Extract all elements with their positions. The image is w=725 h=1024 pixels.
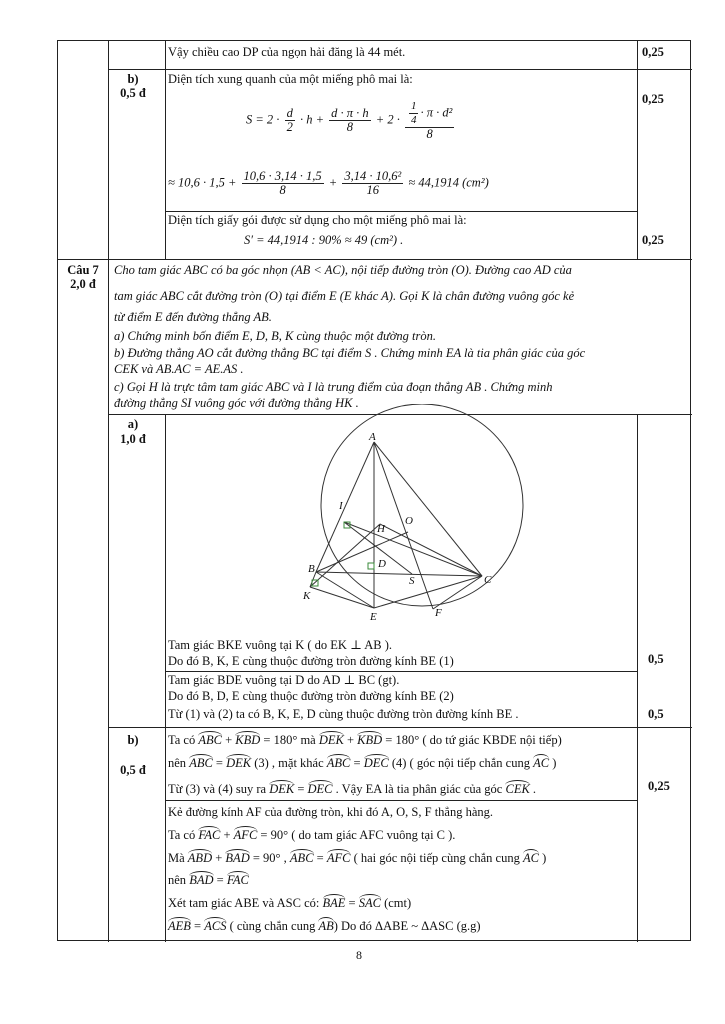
row1-score: 0,25	[642, 45, 664, 59]
part-a-line: Từ (1) và (2) ta có B, K, E, D cùng thuộc đường tròn đường kính BE .	[168, 707, 519, 721]
part-a-points: 1,0 đ	[120, 432, 146, 446]
row1-text: Vậy chiều cao DP của ngọn hải đăng là 44 mét.	[168, 45, 406, 59]
problem-line: b) Đường thẳng AO cắt đường thẳng BC tại điểm S . Chứng minh EA là tia phân giác của góc	[114, 346, 586, 360]
row2-label: b)	[127, 72, 139, 86]
part-b-label: b)	[127, 733, 139, 747]
cau7-points: 2,0 đ	[70, 277, 96, 291]
label-f: F	[435, 607, 442, 619]
part-a-line: Tam giác BDE vuông tại D do AD ⊥ BC (gt).	[168, 673, 400, 687]
row3-score: 0,25	[642, 233, 664, 247]
surface-area-approx: ≈ 10,6 · 1,5 + $\frac{10,6 \cdot 3,14 \cdot 1,5}{8}$ + $\frac{\text{3,14 · 10,6²}}{16}$ ≈ 44,1914 (cm²)	[168, 169, 489, 197]
label-h: H	[377, 523, 385, 535]
part-b-line-6: Mà ABD + BAD = 90° , ABC = AFC ( hai góc nội tiếp cùng chắn cung AC )	[168, 851, 547, 865]
label-s: S	[409, 575, 415, 587]
problem-line: đường thẳng SI vuông góc với đường thẳng HK .	[114, 396, 359, 410]
row-divider-7	[165, 800, 638, 801]
col-divider-2a	[165, 41, 166, 259]
part-b-line-7: nên BAD = FAC	[168, 873, 249, 887]
part-b-line-3: Từ (3) và (4) suy ra DEK = DEC . Vậy EA là tia phân giác của góc CEK .	[168, 782, 537, 796]
label-c: C	[484, 574, 492, 586]
surface-area-formula: S = 2 · $\frac{d}{2}$ · h + $\frac{d \cdot \pi \cdot h}{8}$ + 2 · $\frac{1}{4}$ · π · d² 8	[246, 100, 453, 141]
part-b-line-4: Kẻ đường kính AF của đường tròn, khi đó A, O, S, F thẳng hàng.	[168, 805, 494, 819]
row2-title: Diện tích xung quanh của một miếng phô mai là:	[168, 72, 413, 86]
problem-line: từ điểm E đến đường thẳng AB.	[114, 310, 272, 324]
figure-lines	[310, 442, 482, 609]
part-b-score: 0,25	[648, 779, 670, 793]
col-divider-3a	[637, 41, 638, 259]
label-o: O	[405, 515, 413, 527]
problem-line: CEK và AB.AC = AE.AS .	[114, 362, 244, 376]
row3-formula: S′ = 44,1914 : 90% ≈ 49 (cm²) .	[244, 233, 404, 247]
row-divider-3	[58, 259, 692, 260]
problem-line: tam giác ABC cắt đường tròn (O) tại điểm E (E khác A). Gọi K là chân đường vuông góc kẻ	[114, 289, 575, 303]
row-divider-2	[165, 211, 638, 212]
cau7-label: Câu 7	[67, 263, 99, 277]
row3-title: Diện tích giấy gói được sử dụng cho một miếng phô mai là:	[168, 213, 467, 227]
problem-line: Cho tam giác ABC có ba góc nhọn (AB < AC), nội tiếp đường tròn (O). Đường cao AD của	[114, 263, 572, 277]
problem-line: a) Chứng minh bốn điểm E, D, B, K cùng thuộc một đường tròn.	[114, 329, 437, 343]
problem-line: c) Gọi H là trực tâm tam giác ABC và I là trung điểm của đoạn thẳng AB . Chứng minh	[114, 380, 553, 394]
right-angle-mark-d	[368, 563, 374, 569]
part-b-line-8: Xét tam giác ABE và ASC có: BAE = SAC (cmt)	[168, 896, 412, 910]
label-i: I	[339, 500, 343, 512]
part-b-line-2: nên ABC = DEK (3) , mặt khác ABC = DEC (4) ( góc nội tiếp chắn cung AC )	[168, 756, 557, 770]
part-b-line-1: Ta có ABC + KBD = 180° mà DEK + KBD = 180° ( do tứ giác KBDE nội tiếp)	[168, 733, 562, 747]
part-b-line-5: Ta có FAC + AFC = 90° ( do tam giác AFC vuông tại C ).	[168, 828, 456, 842]
row-divider-5	[165, 671, 638, 672]
part-b-points: 0,5 đ	[120, 763, 146, 777]
part-a-score-2: 0,5	[648, 707, 664, 721]
circumcircle	[321, 404, 523, 606]
row-divider-6	[108, 727, 692, 728]
part-a-line: Tam giác BKE vuông tại K ( do EK ⊥ AB ).	[168, 638, 393, 652]
col-divider-1	[108, 41, 109, 942]
label-a: A	[369, 431, 376, 443]
label-d: D	[378, 558, 386, 570]
part-a-line: Do đó B, K, E cùng thuộc đường tròn đường kính BE (1)	[168, 654, 454, 668]
geometry-figure	[288, 404, 548, 629]
part-a-label: a)	[127, 417, 139, 431]
col-divider-2b	[165, 414, 166, 942]
row2-score: 0,25	[642, 92, 664, 106]
row2-points: 0,5 đ	[120, 86, 146, 100]
row-divider-1	[108, 69, 692, 70]
part-a-line: Do đó B, D, E cùng thuộc đường tròn đường kính BE (2)	[168, 689, 454, 703]
col-divider-3b	[637, 414, 638, 942]
part-a-score-1: 0,5	[648, 652, 664, 666]
part-b-line-9: AEB = ACS ( cùng chắn cung AB) Do đó ΔABE ~ ΔASC (g.g)	[168, 919, 481, 933]
label-b: B	[308, 563, 315, 575]
label-e: E	[370, 611, 377, 623]
label-k: K	[303, 590, 311, 602]
page-number: 8	[356, 948, 362, 962]
